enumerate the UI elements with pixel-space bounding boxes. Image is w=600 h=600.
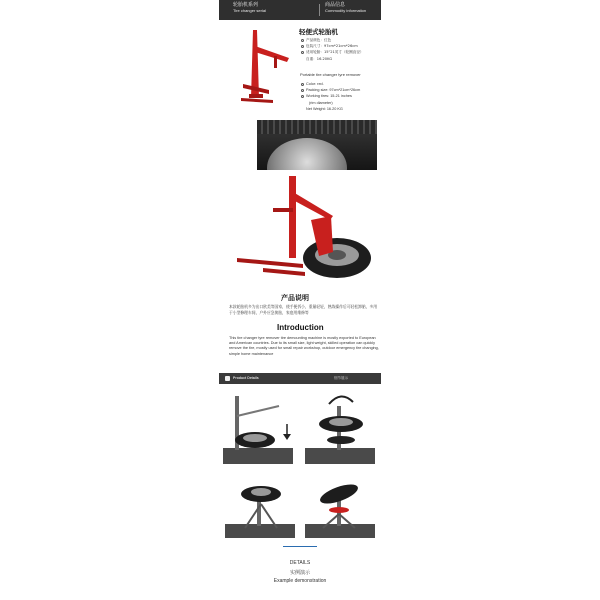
spec-cn-item — [301, 56, 381, 62]
spec-en-text: Working tires: 15-21 inches — [306, 94, 352, 99]
description-heading-en: Introduction — [277, 323, 324, 332]
header-left-cn: 轮胎机系列 — [233, 2, 259, 8]
bullet-icon — [301, 51, 304, 54]
header-right — [325, 2, 366, 14]
spec-en-text: Net Weight: 16.20 KG — [306, 106, 343, 111]
tyre-closeup-image — [257, 120, 377, 170]
tire-changer-with-tire-image — [233, 172, 373, 284]
tire-changer-image — [229, 28, 295, 106]
details-label-sub: Example demonstration — [273, 578, 327, 584]
details-band — [219, 373, 381, 384]
spec-cn-text: 包装尺寸：97cm*21cm*26cm — [306, 44, 358, 49]
details-label-cn: 实例演示 — [289, 570, 310, 576]
product-page — [219, 0, 381, 600]
step-image-1 — [221, 388, 299, 468]
description-heading-cn: 产品说明 — [281, 294, 309, 302]
section-icon — [225, 376, 230, 381]
spec-cn-text: 产品颜色：红色 — [306, 38, 332, 42]
product-title-en: Portable tire changer tyre remover — [300, 72, 361, 77]
specs-en — [301, 81, 381, 112]
header-right-en: Commodity information — [325, 8, 367, 13]
wheel-rim — [267, 138, 347, 170]
description-body-en: This tire changer tyre remover tire demounting machine is mostly exported to European and American countries. Due to its small size, light weight, skilled operation can quickly remove the tire, mostly used for small repair workshop, outdoor emergency tire changing, simple home maintenance — [229, 336, 379, 356]
spec-en-text: Color: red. — [306, 82, 324, 86]
spec-en-text: Packing size: 97cm*21cm*26cm — [306, 88, 361, 93]
details-rule — [283, 546, 317, 547]
description-body-cn: 本款轮胎机多为出口欧美等国家，使手便拆小，重量轻轻，熟练操作后可轻松卸胎，多用于小型修理车间，户外应急换胎，家庭用维修等 — [229, 304, 378, 315]
tyre-tread — [257, 120, 377, 134]
details-band-right: 细节展示 — [334, 376, 348, 380]
product-title: 轻便式轮胎机 — [299, 28, 338, 36]
header-right-cn: 商品信息 — [325, 2, 346, 8]
header-left — [233, 2, 266, 14]
specs-cn — [301, 37, 381, 62]
step-image-2 — [301, 388, 379, 468]
details-label-en: DETAILS — [289, 560, 311, 566]
step-image-4 — [301, 470, 379, 542]
header-divider — [319, 4, 320, 16]
bullet-icon — [301, 39, 304, 42]
bullet-icon — [301, 83, 304, 86]
spec-cn-text: 适用轮胎：15"21英寸（轮圈直径） — [306, 50, 364, 55]
spec-en-item — [301, 106, 381, 112]
bullet-icon — [301, 95, 304, 98]
header-band — [219, 0, 381, 20]
bullet-icon — [301, 45, 304, 48]
spec-cn-text: 自重：16.20KG — [306, 56, 333, 61]
details-band-left: Product Details — [233, 376, 259, 380]
bullet-icon — [301, 89, 304, 92]
header-left-en: Tire changer serial — [233, 8, 266, 13]
spec-en-text: (rim diameter) — [309, 100, 333, 105]
step-image-3 — [221, 470, 299, 542]
